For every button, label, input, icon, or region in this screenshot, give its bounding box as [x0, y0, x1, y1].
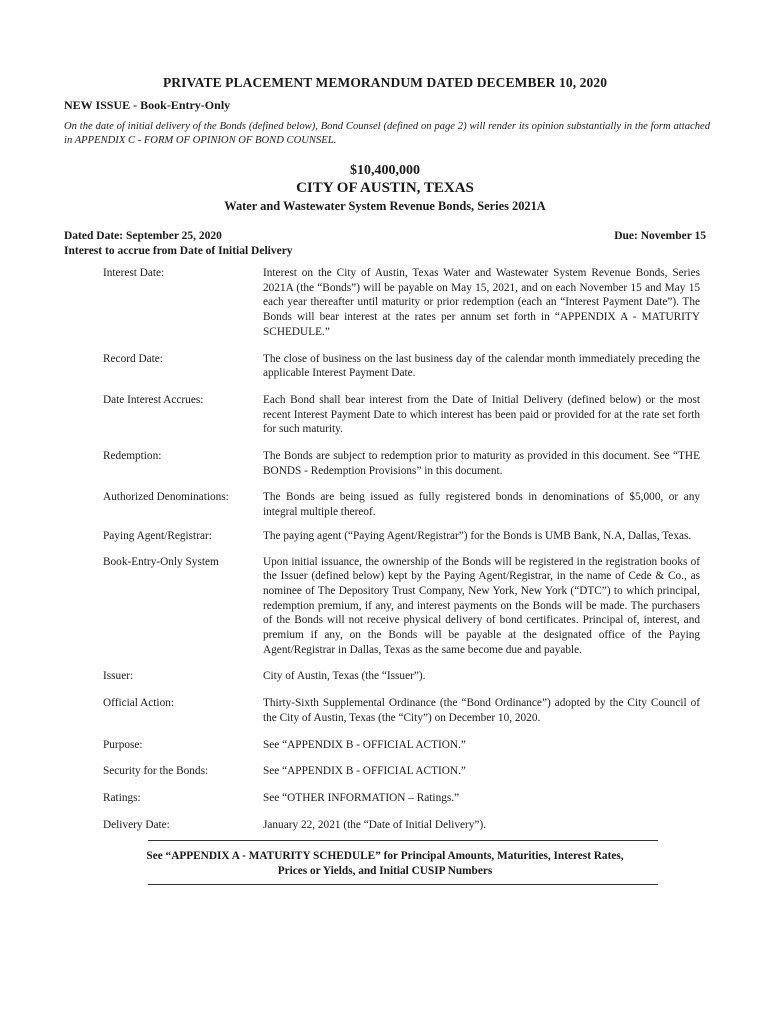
term-row [103, 352, 700, 381]
term-label: Authorized Denominations: [103, 491, 229, 504]
interest-accrue-note: Interest to accrue from Date of Initial Delivery [64, 245, 293, 257]
term-row [103, 449, 700, 478]
document-title: PRIVATE PLACEMENT MEMORANDUM DATED DECEMBER 10, 2020 [162, 75, 608, 90]
term-label: Interest Date: [103, 267, 165, 279]
term-label: Delivery Date: [103, 818, 170, 831]
top-divider [148, 840, 658, 841]
bond-counsel-intro: On the date of initial delivery of the Bonds (defined below), Bond Counsel (defined on page 2) will render its opinion substantially in the form attached in APPENDIX C - FORM OF OPINION OF BOND COUNSEL. [64, 121, 710, 146]
term-row [103, 818, 700, 833]
new-issue-heading: NEW ISSUE - Book-Entry-Only [64, 98, 231, 112]
term-value: The close of business on the last business day of the calendar month immediately preceding the applicable Interest Payment Date. [263, 352, 700, 380]
term-label: Issuer: [103, 670, 134, 683]
bond-amount: $10,400,000 [350, 163, 420, 178]
term-value: Interest on the City of Austin, Texas Water and Wastewater System Revenue Bonds, Series 2021A (the “Bonds”) will be payable on May 15, 2021, and on each November 15 and May 15 each year thereafter until maturity or prior redemption (each an “Interest Payment Date”). The Bonds will bear interest at the rates per annum set forth in “APPENDIX A - MATURITY SCHEDULE.” [263, 267, 700, 338]
issuer-name: CITY OF AUSTIN, TEXAS [296, 180, 474, 196]
term-row [103, 791, 700, 806]
term-row [103, 696, 700, 725]
bond-series-title: Water and Wastewater System Revenue Bonds, Series 2021A [224, 199, 546, 213]
term-row [103, 529, 700, 544]
term-value: See “APPENDIX B - OFFICIAL ACTION.” [263, 765, 466, 778]
term-label: Ratings: [103, 791, 141, 804]
term-value: Upon initial issuance, the ownership of the Bonds will be registered in the registration books of the Issuer (defined below) kept by the Paying Agent/Registrar, in the name of Cede & Co., as nominee of The Depository Trust Company, New York, New York (“DTC”) to which principal, redemption premium, if any, and interest payments on the Bonds will be made. The purchasers of the Bonds will not receive physical delivery of bond certificates. Principal of, interest, and premium if any, on the Bonds will be payable at the designated office of the Paying Agent/Registrar in Dallas, Texas as the same become due and payable. [263, 555, 700, 656]
term-value: See “OTHER INFORMATION – Ratings.” [263, 791, 460, 804]
term-label: Security for the Bonds: [103, 765, 209, 778]
term-row [103, 266, 700, 340]
term-value: The Bonds are being issued as fully registered bonds in denominations of $5,000, or any integral multiple thereof. [263, 491, 700, 519]
term-value: See “APPENDIX B - OFFICIAL ACTION.” [263, 738, 466, 751]
term-value: Thirty-Sixth Supplemental Ordinance (the “Bond Ordinance”) adopted by the City Council of the City of Austin, Texas (the “City”) on December 10, 2020. [263, 697, 700, 724]
term-label: Record Date: [103, 352, 163, 365]
term-label: Date Interest Accrues: [103, 393, 204, 406]
term-value: The Bonds are subject to redemption prior to maturity as provided in this document. See “THE BONDS - Redemption Provisions” in this document. [263, 450, 700, 477]
dated-date: Dated Date: September 25, 2020 [64, 230, 222, 242]
footer-line: Prices or Yields, and Initial CUSIP Numbers [277, 865, 493, 877]
term-value: January 22, 2021 (the “Date of Initial Delivery”). [263, 818, 487, 831]
term-row [103, 490, 700, 519]
term-value: The paying agent (“Paying Agent/Registrar”) for the Bonds is UMB Bank, N.A, Dallas, Texas. [263, 529, 692, 542]
term-row [103, 555, 700, 658]
term-label: Official Action: [103, 697, 175, 710]
bottom-divider [148, 884, 658, 885]
term-row [103, 393, 700, 437]
term-label: Redemption: [103, 450, 162, 463]
term-row [103, 669, 700, 684]
term-label: Book-Entry-Only System [103, 555, 219, 568]
footer-line: See “APPENDIX A - MATURITY SCHEDULE” for Principal Amounts, Maturities, Interest Rates, [146, 850, 624, 862]
term-label: Paying Agent/Registrar: [103, 529, 212, 542]
term-value: Each Bond shall bear interest from the Date of Initial Delivery (defined below) or the most recent Interest Payment Date to which interest has been paid or provided for at the rate set forth for such maturity. [263, 393, 700, 436]
appendix-footer-note [0, 849, 770, 879]
term-value: City of Austin, Texas (the “Issuer”). [263, 670, 426, 683]
term-row [103, 764, 700, 779]
due-date: Due: November 15 [614, 230, 706, 242]
term-label: Purpose: [103, 738, 143, 751]
terms-table [103, 266, 700, 832]
term-row [103, 738, 700, 753]
